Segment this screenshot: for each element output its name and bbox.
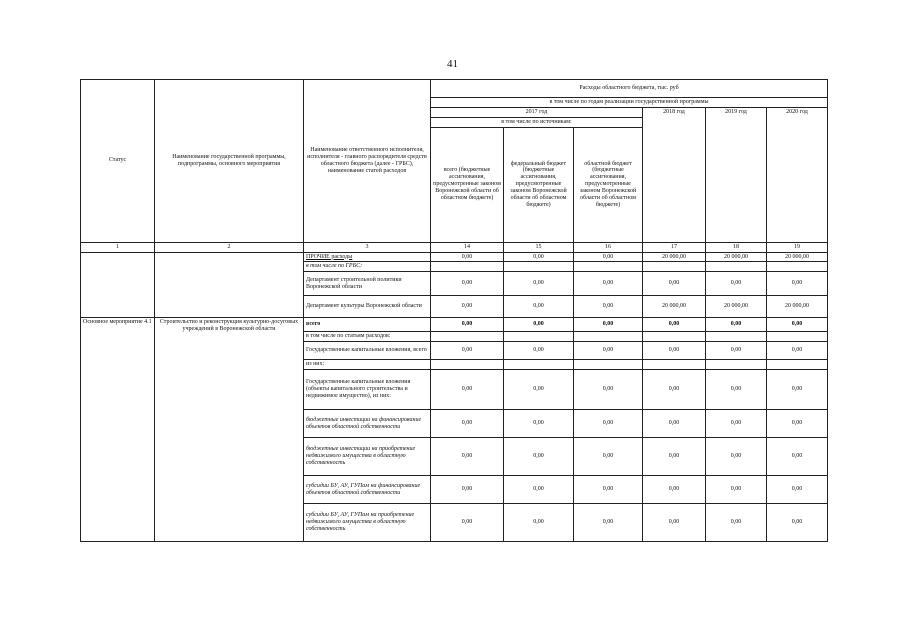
col-number: 18 xyxy=(706,242,767,252)
cell-value: 0,00 xyxy=(643,476,706,504)
cell-value: 20 000,00 xyxy=(706,252,767,262)
row-label: бюджетные инвестиции на приобретение недвижимого имущества в областную собственность xyxy=(304,438,431,476)
cell-value: 0,00 xyxy=(643,504,706,542)
cell-value xyxy=(504,360,574,370)
cell-value: 0,00 xyxy=(504,342,574,360)
cell-value: 0,00 xyxy=(574,370,643,410)
column-numbers-row xyxy=(81,242,828,252)
budget-table xyxy=(80,79,828,542)
col-number: 2 xyxy=(155,242,304,252)
cell-value: 0,00 xyxy=(706,476,767,504)
page-number: 41 xyxy=(447,58,458,70)
cell-value: 0,00 xyxy=(431,504,504,542)
cell-value xyxy=(767,360,828,370)
cell-value: 0,00 xyxy=(431,370,504,410)
cell-value: 0,00 xyxy=(767,318,828,332)
cell-value: 0,00 xyxy=(504,438,574,476)
cell-value: 0,00 xyxy=(504,476,574,504)
header-src-regional: областной бюджет (бюджетные ассигнования, предусмотренные законом Воронежской области об областном бюджете) xyxy=(574,127,643,242)
header-year-2019: 2019 год xyxy=(706,107,767,242)
table-row xyxy=(81,318,828,332)
row-label: Департамент культуры Воронежской области xyxy=(304,296,431,318)
row-label: Государственные капитальные вложения, всего xyxy=(304,342,431,360)
cell-value: 0,00 xyxy=(574,318,643,332)
cell-value: 0,00 xyxy=(767,410,828,438)
header-by-years: в том числе по годам реализации государственной программы xyxy=(431,98,828,108)
row-label: всего xyxy=(304,318,431,332)
cell-value xyxy=(574,360,643,370)
cell-value: 0,00 xyxy=(431,410,504,438)
cell-value xyxy=(767,332,828,342)
header-year-2020: 2020 год xyxy=(767,107,828,242)
cell-value: 0,00 xyxy=(643,410,706,438)
cell-value: 20 000,00 xyxy=(767,252,828,262)
cell-value: 0,00 xyxy=(643,370,706,410)
row-label: в том числе по статьям расходов: xyxy=(304,332,431,342)
header-expenses: Расходы областного бюджета, тыс. руб xyxy=(431,80,828,98)
cell-value: 20 000,00 xyxy=(706,296,767,318)
cell-value: 0,00 xyxy=(767,370,828,410)
cell-value: 0,00 xyxy=(767,504,828,542)
header-src-total: всего (бюджетные ассигнования, предусмотренные законом Воронежской области об областном бюджете) xyxy=(431,127,504,242)
cell-value: 0,00 xyxy=(574,296,643,318)
cell-value: 0,00 xyxy=(706,318,767,332)
cell-value: 0,00 xyxy=(504,272,574,296)
cell-value: 20 000,00 xyxy=(643,296,706,318)
cell-value xyxy=(643,360,706,370)
cell-value xyxy=(706,332,767,342)
cell-value: 0,00 xyxy=(431,318,504,332)
cell-value xyxy=(504,332,574,342)
row-label: ПРОЧИЕ расходы xyxy=(304,252,431,262)
header-status: Статус xyxy=(81,80,155,243)
col-number: 15 xyxy=(504,242,574,252)
cell-value: 0,00 xyxy=(643,318,706,332)
row-label: субсидии БУ, АУ, ГУПам на финансирование объектов областной собственности xyxy=(304,476,431,504)
cell-value: 20 000,00 xyxy=(643,252,706,262)
cell-value: 0,00 xyxy=(767,342,828,360)
row-label: Департамент строительной политики Воронежской области xyxy=(304,272,431,296)
cell-value: 0,00 xyxy=(706,504,767,542)
cell-value: 0,00 xyxy=(706,410,767,438)
col-number: 19 xyxy=(767,242,828,252)
cell-value: 20 000,00 xyxy=(767,296,828,318)
row-label: из них: xyxy=(304,360,431,370)
cell-value: 0,00 xyxy=(706,342,767,360)
cell-value: 0,00 xyxy=(504,504,574,542)
cell-value xyxy=(574,332,643,342)
cell-value xyxy=(706,262,767,272)
col-number: 17 xyxy=(643,242,706,252)
row-label: бюджетные инвестиции на финансирование объектов областной собственности xyxy=(304,410,431,438)
table-row xyxy=(81,252,828,262)
cell-value xyxy=(431,262,504,272)
col-number: 1 xyxy=(81,242,155,252)
header-program: Наименование государственной программы, подпрограммы, основного мероприятия xyxy=(155,80,304,243)
row-label: Государственные капитальные вложения (объекты капитального строительства и недвижимое имущество), из них: xyxy=(304,370,431,410)
cell-value xyxy=(643,262,706,272)
cell-value xyxy=(767,262,828,272)
cell-value: 0,00 xyxy=(431,342,504,360)
cell-value xyxy=(643,332,706,342)
row-label: в том числе по ГРБС: xyxy=(304,262,431,272)
cell-value xyxy=(574,262,643,272)
cell-value xyxy=(431,360,504,370)
cell-value: 0,00 xyxy=(643,438,706,476)
cell-value: 0,00 xyxy=(431,272,504,296)
cell-value: 0,00 xyxy=(706,272,767,296)
row-label: субсидии БУ, АУ, ГУПам на приобретение недвижимого имущества в областную собственность xyxy=(304,504,431,542)
cell-value: 0,00 xyxy=(706,438,767,476)
cell-value: 0,00 xyxy=(574,272,643,296)
cell-value: 0,00 xyxy=(504,410,574,438)
col-number: 16 xyxy=(574,242,643,252)
program-cell: Строительство и реконструкция культурно-досуговых учреждений в Воронежской области xyxy=(155,318,304,542)
cell-value: 0,00 xyxy=(574,410,643,438)
header-by-sources: в том числе по источникам: xyxy=(431,117,643,127)
cell-value: 0,00 xyxy=(431,438,504,476)
cell-value: 0,00 xyxy=(504,370,574,410)
cell-value: 0,00 xyxy=(504,318,574,332)
cell-value: 0,00 xyxy=(643,272,706,296)
cell-value xyxy=(706,360,767,370)
cell-value xyxy=(431,332,504,342)
cell-value xyxy=(504,262,574,272)
cell-value: 0,00 xyxy=(574,504,643,542)
cell-value: 0,00 xyxy=(504,252,574,262)
header-year-2017: 2017 год xyxy=(431,107,643,117)
col-number: 3 xyxy=(304,242,431,252)
cell-value: 0,00 xyxy=(431,476,504,504)
cell-value: 0,00 xyxy=(431,296,504,318)
cell-value: 0,00 xyxy=(767,438,828,476)
header-src-federal: федеральный бюджет (бюджетные ассигнования, предусмотренные законом Воронежской области об областном бюджете) xyxy=(504,127,574,242)
cell-value: 0,00 xyxy=(504,296,574,318)
cell-value: 0,00 xyxy=(574,476,643,504)
empty-program-cell xyxy=(155,252,304,318)
cell-value: 0,00 xyxy=(643,342,706,360)
cell-value: 0,00 xyxy=(574,342,643,360)
status-cell: Основное мероприятие 4.1 xyxy=(81,318,155,542)
cell-value: 0,00 xyxy=(767,476,828,504)
cell-value: 0,00 xyxy=(431,252,504,262)
col-number: 14 xyxy=(431,242,504,252)
header-year-2018: 2018 год xyxy=(643,107,706,242)
cell-value: 0,00 xyxy=(706,370,767,410)
cell-value: 0,00 xyxy=(574,252,643,262)
header-executor: Наименование ответственного исполнителя, исполнителя - главного распорядителя средств областного бюджета (далее - ГРБС), наименование статей расходов xyxy=(304,80,431,243)
cell-value: 0,00 xyxy=(574,438,643,476)
cell-value: 0,00 xyxy=(767,272,828,296)
empty-status-cell xyxy=(81,252,155,318)
